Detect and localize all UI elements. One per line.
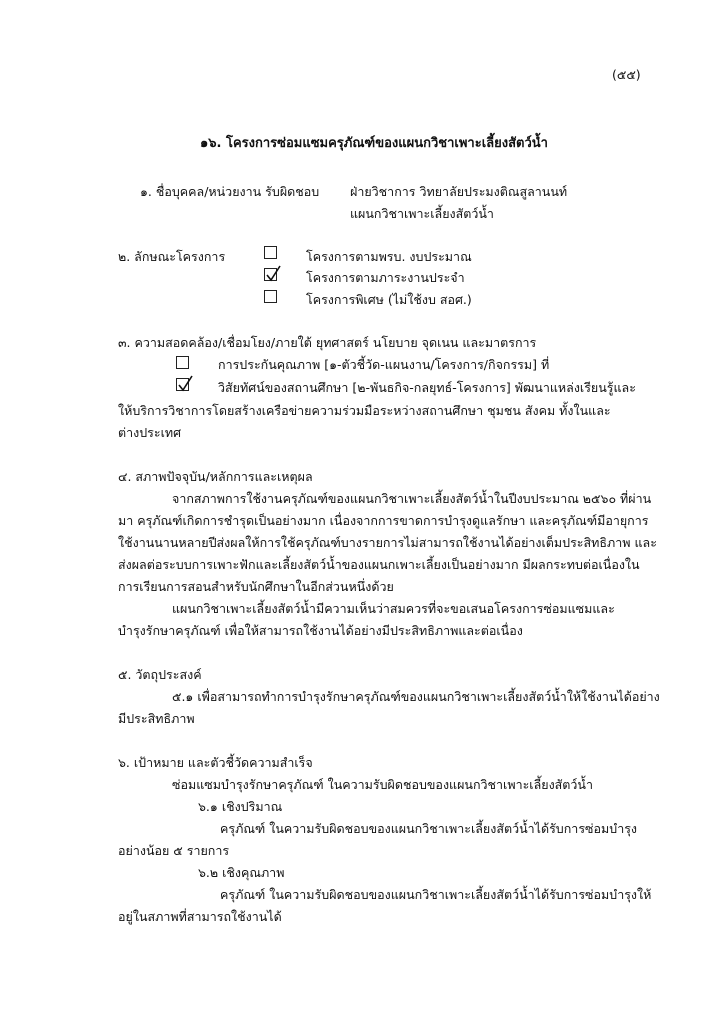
checkmark-icon — [265, 265, 281, 283]
checkbox-quality-assurance[interactable] — [176, 356, 189, 369]
section6-sub1-line1: ครุภัณฑ์ ในความรับผิดชอบของแผนกวิชาเพาะเลี้ยงสัตว์น้ำได้รับการซ่อมบำรุง — [220, 821, 638, 836]
checkbox-special-project[interactable] — [264, 290, 277, 303]
checkmark-icon — [177, 375, 193, 393]
section6-sub1-line2: อย่างน้อย ๕ รายการ — [118, 843, 230, 858]
section1-label: ๑. ชื่อบุคคล/หน่วยงาน รับผิดชอบ — [140, 184, 320, 199]
checkbox-routine-work[interactable] — [264, 268, 277, 281]
page-number: (๕๕) — [612, 67, 641, 82]
section6-sub1-label: ๖.๑ เชิงปริมาณ — [198, 799, 283, 814]
section6-sub2-line1: ครุภัณฑ์ ในความรับผิดชอบของแผนกวิชาเพาะเลี้ยงสัตว์น้ำได้รับการซ่อมบำรุงให้ — [220, 887, 652, 902]
section3-continued-2: ต่างประเทศ — [118, 425, 182, 440]
section3-option-vision: วิสัยทัศน์ของสถานศึกษา [๒-พันธกิจ-กลยุทธ์-โครงการ] พัฒนาแหล่งเรียนรู้และ — [218, 380, 636, 395]
section6-sub2-label: ๖.๒ เชิงคุณภาพ — [198, 865, 285, 880]
section3-label: ๓. ความสอดคล้อง/เชื่อมโยง/ภายใต้ ยุทศาสตร์ นโยบาย จุดเนน และมาตรการ — [118, 335, 537, 350]
section5-line1: ๕.๑ เพื่อสามารถทำการบำรุงรักษาครุภัณฑ์ของแผนกวิชาเพาะเลี้ยงสัตว์น้ำให้ใช้งานได้อย่าง — [172, 689, 660, 704]
checkbox-vision[interactable] — [176, 378, 189, 391]
document-title: ๑๖. โครงการซ่อมแซมครุภัณฑ์ของแผนกวิชาเพาะเลี้ยงสัตว์น้ำ — [200, 136, 548, 151]
section4-p1-line4: ส่งผลต่อระบบการเพาะฟักและเลี้ยงสัตว์น้ำของแผนกเพาะเลี้ยงเป็นอย่างมาก มีผลกระทบต่อเนื่องใน — [118, 557, 640, 572]
section6-intro: ซ่อมแซมบำรุงรักษาครุภัณฑ์ ในความรับผิดชอบของแผนกวิชาเพาะเลี้ยงสัตว์น้ำ — [172, 777, 593, 792]
section4-p1-line1: จากสภาพการใช้งานครุภัณฑ์ของแผนกวิชาเพาะเลี้ยงสัตว์น้ำในปีงบประมาณ ๒๕๖๐ ที่ผ่าน — [172, 491, 652, 506]
section5-line2: มีประสิทธิภาพ — [118, 711, 195, 726]
section4-label: ๔. สภาพปัจจุบัน/หลักการและเหตุผล — [118, 469, 313, 484]
section4-p1-line5: การเรียนการสอนสำหรับนักศึกษาในอีกส่วนหนึ่งด้วย — [118, 579, 394, 594]
section4-p2-line1: แผนกวิชาเพาะเลี้ยงสัตว์น้ำมีความเห็นว่าสมควรที่จะขอเสนอโครงการซ่อมแซมและ — [172, 601, 615, 616]
option-routine-work: โครงการตามภาระงานประจำ — [306, 270, 465, 285]
section6-sub2-line2: อยู่ในสภาพที่สามารถใช้งานได้ — [118, 909, 282, 924]
section2-label: ๒. ลักษณะโครงการ — [118, 249, 226, 264]
section4-p1-line3: ใช้งานนานหลายปีส่งผลให้การใช้ครุภัณฑ์บางรายการไม่สามารถใช้งานได้อย่างเต็มประสิทธิภาพ และ — [118, 535, 657, 550]
section4-p2-line2: บำรุงรักษาครุภัณฑ์ เพื่อให้สามารถใช้งานได้อย่างมีประสิทธิภาพและต่อเนื่อง — [118, 623, 523, 638]
option-budget-act: โครงการตามพรบ. งบประมาณ — [306, 249, 472, 264]
checkbox-budget-act[interactable] — [264, 246, 277, 259]
section4-p1-line2: มา ครุภัณฑ์เกิดการชำรุดเป็นอย่างมาก เนื่องจากการขาดการบำรุงดูแลรักษา และครุภัณฑ์มีอายุการ — [118, 513, 649, 528]
section1-line1: ฝ่ายวิชาการ วิทยาลัยประมงติณสูลานนท์ — [350, 184, 568, 199]
option-special-project: โครงการพิเศษ (ไม่ใช้งบ สอศ.) — [306, 292, 472, 307]
section6-label: ๖. เป้าหมาย และตัวชี้วัดความสำเร็จ — [118, 755, 313, 770]
section3-option-qa: การประกันคุณภาพ [๑-ตัวชี้วัด-แผนงาน/โครงการ/กิจกรรม] ที่ — [218, 357, 550, 372]
section1-line2: แผนกวิชาเพาะเลี้ยงสัตว์น้ำ — [350, 206, 494, 221]
section5-label: ๕. วัตถุประสงค์ — [118, 667, 202, 682]
section3-continued-1: ให้บริการวิชาการโดยสร้างเครือข่ายความร่วมมือระหว่างสถานศึกษา ชุมชน สังคม ทั้งในและ — [118, 403, 611, 418]
